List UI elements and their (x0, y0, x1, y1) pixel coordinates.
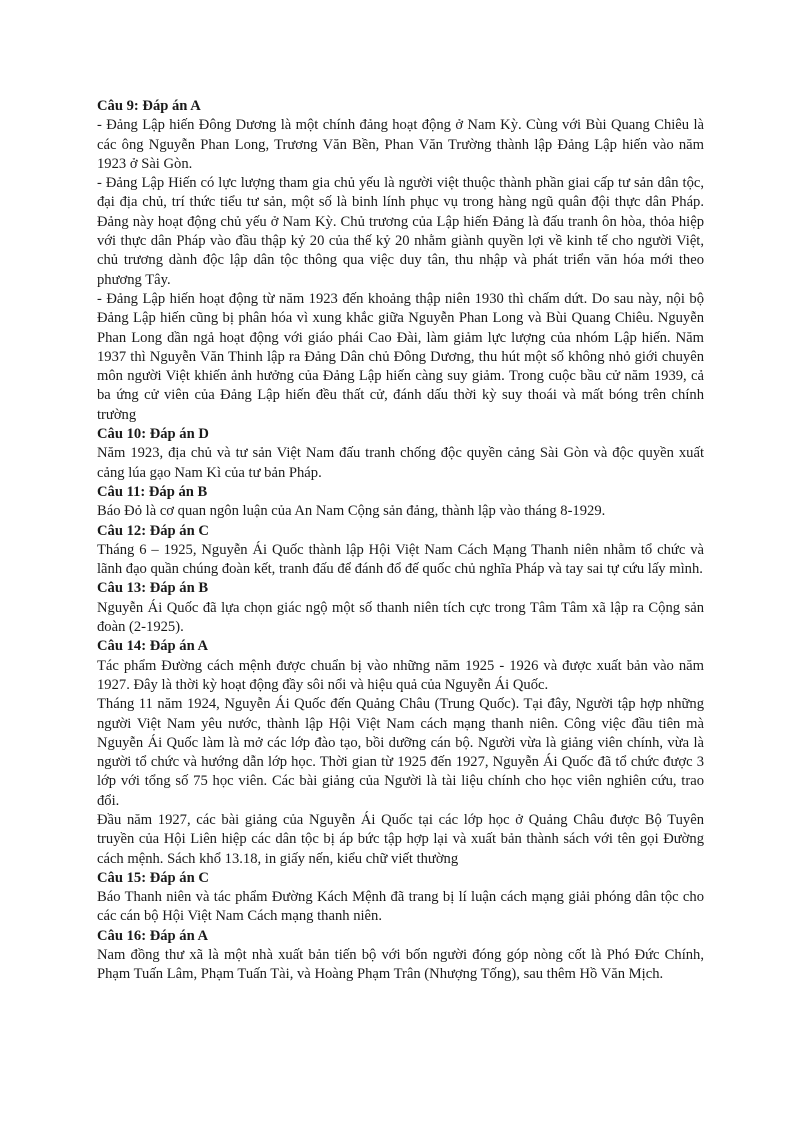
answer-block-16 (97, 927, 704, 985)
answer-heading: Câu 14: Đáp án A (97, 638, 209, 655)
answer-block-12 (97, 522, 704, 580)
answer-paragraph: Tháng 6 – 1925, Nguyễn Ái Quốc thành lập Hội Việt Nam Cách Mạng Thanh niên nhằm tổ chức và lãnh đạo quần chúng đoàn kết, tranh đấu để đánh đổ đế quốc chủ nghĩa Pháp và tay sai tự cứu lấy mình. (97, 541, 704, 578)
answer-paragraph: Nguyễn Ái Quốc đã lựa chọn giác ngộ một số thanh niên tích cực trong Tâm Tâm xã lập ra Cộng sản đoàn (2-1925). (97, 599, 704, 636)
answer-heading: Câu 10: Đáp án D (97, 426, 209, 443)
answer-heading: Câu 11: Đáp án B (97, 483, 208, 500)
answer-block-10 (97, 425, 704, 483)
answer-heading: Câu 13: Đáp án B (97, 580, 209, 597)
answer-paragraph: Báo Đỏ là cơ quan ngôn luận của An Nam Cộng sản đảng, thành lập vào tháng 8-1929. (97, 503, 606, 520)
answer-block-14 (97, 637, 704, 869)
answer-paragraph: Năm 1923, địa chủ và tư sản Việt Nam đấu tranh chống độc quyền cảng Sài Gòn và độc quyền xuất cảng lúa gạo Nam Kì của tư bản Pháp. (97, 445, 704, 481)
answer-paragraph: Đầu năm 1927, các bài giảng của Nguyễn Ái Quốc tại các lớp học ở Quảng Châu được Bộ Tuyên truyền của Hội Liên hiệp các dân tộc bị áp bức tập hợp lại và xuất bản thành sách với tên gọi Đường cách mệnh. Sách khổ 13.18, in giấy nến, kiểu chữ viết thường (97, 811, 704, 867)
answer-block-9 (97, 97, 704, 425)
answer-heading: Câu 9: Đáp án A (97, 98, 201, 114)
answer-paragraph: Tác phẩm Đường cách mệnh được chuẩn bị vào những năm 1925 - 1926 và được xuất bản vào năm 1927. Đây là thời kỳ hoạt động đầy sôi nổi và hiệu quả của Nguyễn Ái Quốc. (97, 657, 704, 693)
answer-paragraph: - Đảng Lập hiến Đông Dương là một chính đảng hoạt động ở Nam Kỳ. Cùng với Bùi Quang Chiêu là các ông Nguyễn Phan Long, Trương Văn Bền, Phan Văn Trường thành lập Đảng Lập hiến vào năm 1923 ở Sài Gòn. (97, 117, 704, 172)
answer-block-13 (97, 579, 704, 637)
answer-paragraph: Báo Thanh niên và tác phẩm Đường Kách Mệnh đã trang bị lí luận cách mạng giải phóng dân tộc cho các cán bộ Hội Việt Nam Cách mạng thanh niên. (97, 889, 704, 925)
answer-paragraph: Tháng 11 năm 1924, Nguyễn Ái Quốc đến Quảng Châu (Trung Quốc). Tại đây, Người tập hợp những người Việt Nam yêu nước, thành lập Hội Việt Nam cách mạng thanh niên. Công việc đầu tiên mà Nguyễn Ái Quốc làm là mở các lớp đào tạo, bồi dưỡng cán bộ. Người vừa là giảng viên chính, vừa là người tổ chức và hướng dẫn lớp học. Thời gian từ 1925 đến 1927, Nguyễn Ái Quốc đã tổ chức được 3 lớp với tổng số 75 học viên. Các bài giảng của Người là tài liệu chính cho học viên nghiên cứu, trao đổi. (97, 696, 704, 809)
document-page (97, 97, 704, 985)
answer-paragraph: - Đảng Lập hiến hoạt động từ năm 1923 đến khoảng thập niên 1930 thì chấm dứt. Do sau này, nội bộ Đảng Lập hiến cũng bị phân hóa vì xung khắc giữa Nguyễn Phan Long và Bùi Quang Chiêu. Nguyễn Phan Long dần ngả hoạt động với giáo phái Cao Đài, làm giảm lực lượng của nhóm Lập hiến. Năm 1937 thì Nguyễn Văn Thinh lập ra Đảng Dân chủ Đông Dương, thu hút một số không nhỏ giới chuyên môn người Việt khiến ảnh hưởng của Đảng Lập hiến càng suy giảm. Trong cuộc bầu cử năm 1939, cả ba ứng cử viên của Đảng Lập hiến đều thất cử, đánh dấu thời kỳ suy thoái và mất bóng trên chính trường (97, 290, 704, 423)
answer-heading: Câu 16: Đáp án A (97, 927, 209, 944)
answer-block-15 (97, 869, 704, 927)
answer-heading: Câu 15: Đáp án C (97, 869, 209, 886)
answer-paragraph: - Đảng Lập Hiến có lực lượng tham gia chủ yếu là người việt thuộc thành phần giai cấp tư sản dân tộc, đại địa chủ, trí thức tiểu tư sản, một số là binh lính phục vụ trong hàng ngũ quân đội thực dân Pháp. Đảng này hoạt động chủ yếu ở Nam Kỳ. Chủ trương của Lập hiến Đảng là đấu tranh ôn hòa, thỏa hiệp với thực dân Pháp vào đầu thập kỷ 20 của thế kỷ 20 nhằm giành quyền lợi về kinh tế cho người Việt, chủ trương dành độc lập dân tộc thông qua việc duy tân, thu nhập và phát triển văn hóa mới theo phương Tây. (97, 175, 704, 288)
answer-heading: Câu 12: Đáp án C (97, 522, 209, 539)
answer-paragraph: Nam đồng thư xã là một nhà xuất bản tiến bộ với bốn người đóng góp nòng cốt là Phó Đức Chính, Phạm Tuấn Lâm, Phạm Tuấn Tài, và Hoàng Phạm Trân (Nhượng Tống), sau thêm Hồ Văn Mịch. (97, 947, 704, 983)
answer-block-11 (97, 483, 704, 522)
